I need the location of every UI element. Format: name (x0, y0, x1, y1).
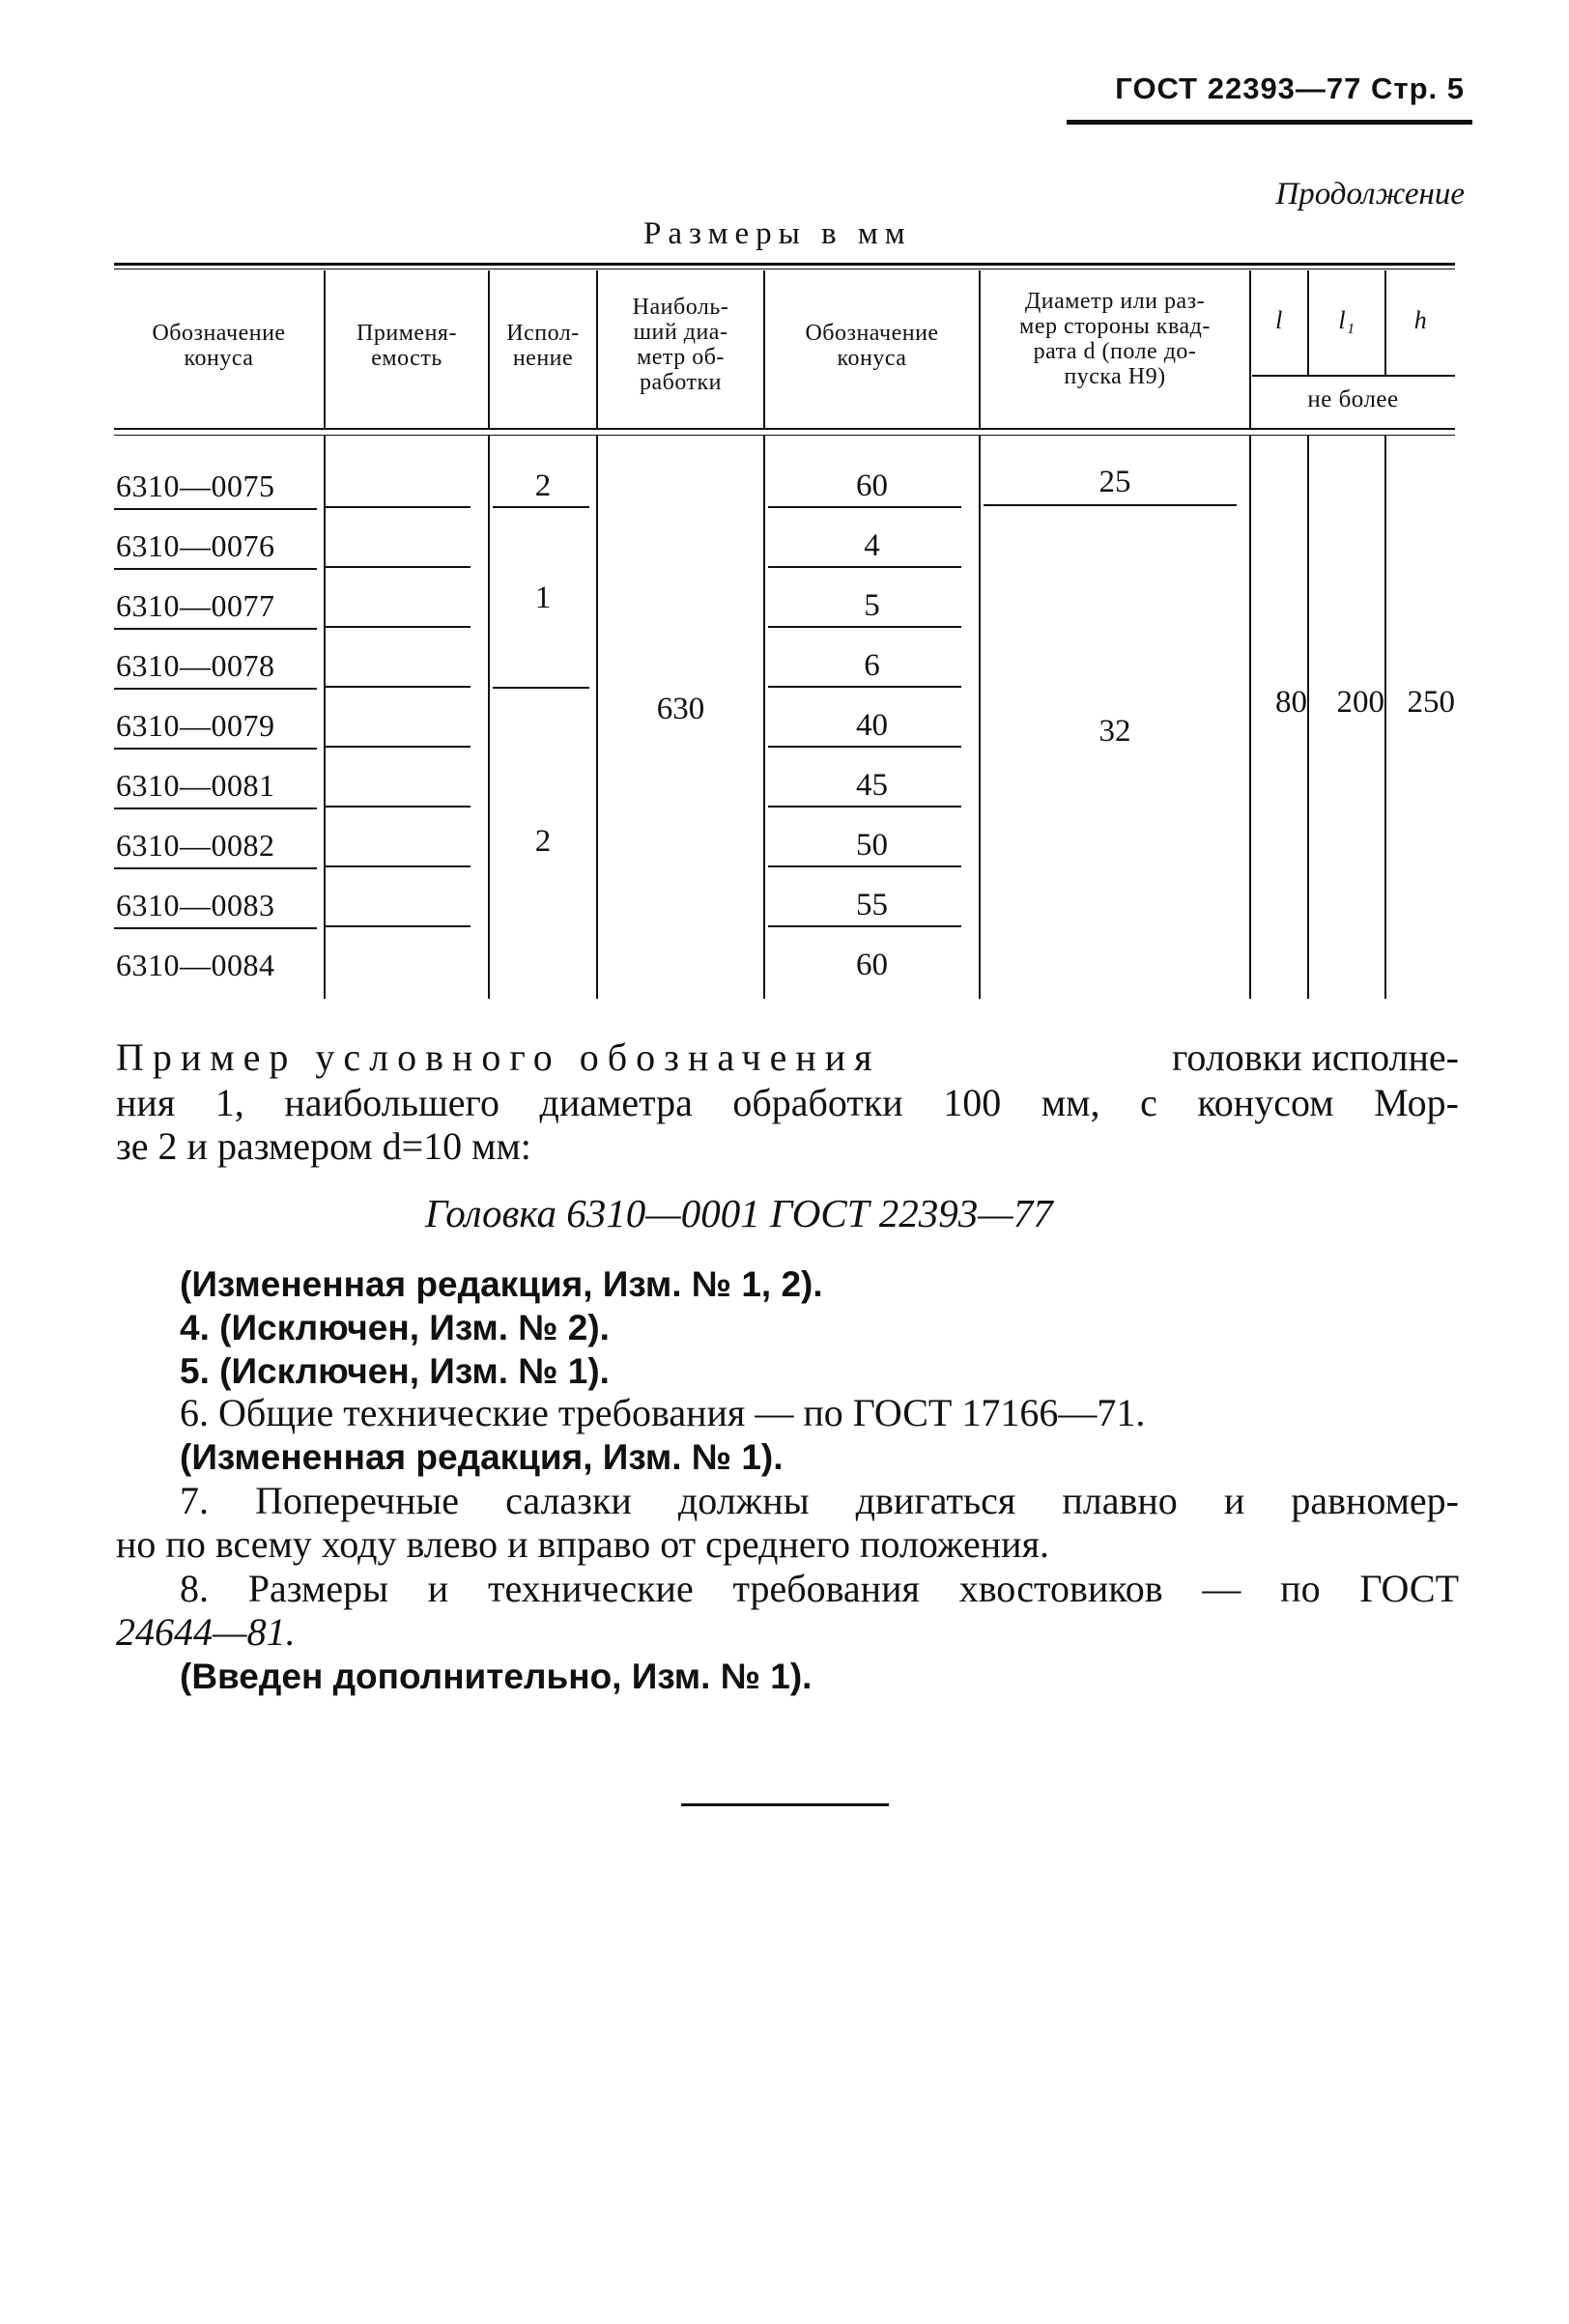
version-cell: 2 (534, 468, 552, 503)
cone-cell: 55 (856, 888, 888, 922)
row-rule (768, 506, 961, 508)
row-rule (326, 626, 471, 628)
cone-cell: 5 (864, 588, 880, 623)
col-header-version: Испол- нение (506, 321, 580, 371)
row-rule (493, 506, 589, 508)
cone-cell: 4 (864, 528, 880, 563)
item-4: 4. (Исключен, Изм. № 2). (180, 1308, 610, 1347)
version-cell: 2 (534, 824, 552, 859)
cone-cell: 50 (856, 828, 888, 863)
row-rule (114, 927, 317, 929)
col-header-l: l (1275, 306, 1283, 334)
col-header-not-more: не более (1307, 386, 1399, 412)
row-rule (768, 626, 961, 628)
row-rule (326, 506, 471, 508)
example-paragraph-line1 (116, 1035, 1459, 1079)
item-6: 6. Общие технические требования — по ГОСТ 17166—71. (180, 1391, 1146, 1434)
row-rule (326, 806, 471, 808)
header-bottom-rule-thin (114, 435, 1455, 436)
col-header-l1: l₁ (1338, 306, 1355, 334)
row-rule (114, 628, 317, 630)
version-cell: 1 (534, 581, 552, 615)
item-8-line2: 24644—81. (116, 1610, 296, 1654)
table-row: 6310—0079 (116, 708, 275, 743)
row-rule (326, 566, 471, 568)
units-label: Размеры в мм (643, 216, 912, 251)
header-bottom-rule (114, 428, 1455, 430)
table-row: 6310—0077 (116, 588, 275, 623)
table-row: 6310—0076 (116, 528, 275, 563)
cone-cell: 40 (856, 708, 888, 743)
table-row: 6310—0083 (116, 888, 275, 922)
item-5: 5. (Исключен, Изм. № 1). (180, 1351, 610, 1391)
diameter-d-cell: 25 (1098, 465, 1131, 499)
change-note: (Измененная редакция, Изм. № 1). (180, 1437, 784, 1477)
diameter-d-cell: 32 (1098, 714, 1131, 749)
table-row: 6310—0081 (116, 768, 275, 803)
col-header-applicability: Применя- емость (357, 321, 457, 371)
cone-cell: 6 (864, 648, 880, 683)
max-diameter-cell: 630 (656, 692, 705, 726)
table-row: 6310—0078 (116, 648, 275, 683)
row-rule (326, 746, 471, 748)
header-rule (1067, 120, 1472, 125)
row-rule (114, 688, 317, 690)
example-paragraph-line2: ния 1, наибольшего диаметра обработки 100 мм, с конусом Мор- (116, 1081, 1459, 1124)
col-header-max-diameter: Наиболь- ший диа- метр об- работки (632, 295, 729, 395)
page-header: ГОСТ 22393—77 Стр. 5 (1115, 71, 1465, 105)
example-lead: Пример условного обозначения (116, 1035, 881, 1079)
cone-cell: 60 (856, 948, 888, 982)
col-header-designation: Обозначение конуса (152, 321, 286, 371)
table-row: 6310—0082 (116, 828, 275, 863)
cone-cell: 45 (856, 768, 888, 803)
row-rule (326, 925, 471, 927)
table-row: 6310—0075 (116, 468, 275, 503)
col-header-h: h (1413, 306, 1428, 334)
example-line1-rest: головки исполне- (1171, 1035, 1459, 1079)
item-7-line1: 7. Поперечные салазки должны двигаться плавно и равномер- (180, 1479, 1459, 1522)
row-rule (493, 687, 589, 689)
change-note: (Введен дополнительно, Изм. № 1). (180, 1657, 813, 1696)
col-header-cone: Обозначение конуса (805, 321, 939, 371)
end-rule (681, 1803, 889, 1806)
row-rule (768, 806, 961, 808)
row-rule (768, 925, 961, 927)
row-rule (326, 686, 471, 688)
not-more-rule (1252, 375, 1455, 377)
item-7-line2: но по всему ходу влево и вправо от среднего положения. (116, 1522, 1049, 1566)
col-header-diameter-d: Диаметр или раз- мер стороны квад- рата d (поле до- пуска H9) (1019, 289, 1211, 389)
row-rule (114, 568, 317, 570)
designation-example: Головка 6310—0001 ГОСТ 22393—77 (425, 1191, 1053, 1235)
l-cell: 80 (1275, 685, 1307, 720)
l1-cell: 200 (1336, 685, 1384, 720)
col-divider (324, 436, 326, 999)
continuation-label: Продолжение (1275, 177, 1465, 212)
col-divider (488, 436, 490, 999)
row-rule (114, 867, 317, 869)
example-paragraph-line3: зе 2 и размером d=10 мм: (116, 1124, 531, 1168)
row-rule (768, 865, 961, 867)
cone-cell: 60 (856, 468, 888, 503)
table-row: 6310—0084 (116, 948, 275, 982)
table-top-rule (114, 263, 1455, 266)
row-rule (114, 808, 317, 809)
row-rule (768, 686, 961, 688)
row-rule (984, 504, 1237, 506)
row-rule (326, 865, 471, 867)
item-8-line1: 8. Размеры и технические требования хвостовиков — по ГОСТ (180, 1567, 1459, 1610)
row-rule (114, 748, 317, 750)
row-rule (114, 508, 317, 510)
row-rule (768, 566, 961, 568)
row-rule (768, 746, 961, 748)
h-cell: 250 (1407, 685, 1455, 720)
change-note: (Измененная редакция, Изм. № 1, 2). (180, 1264, 823, 1304)
